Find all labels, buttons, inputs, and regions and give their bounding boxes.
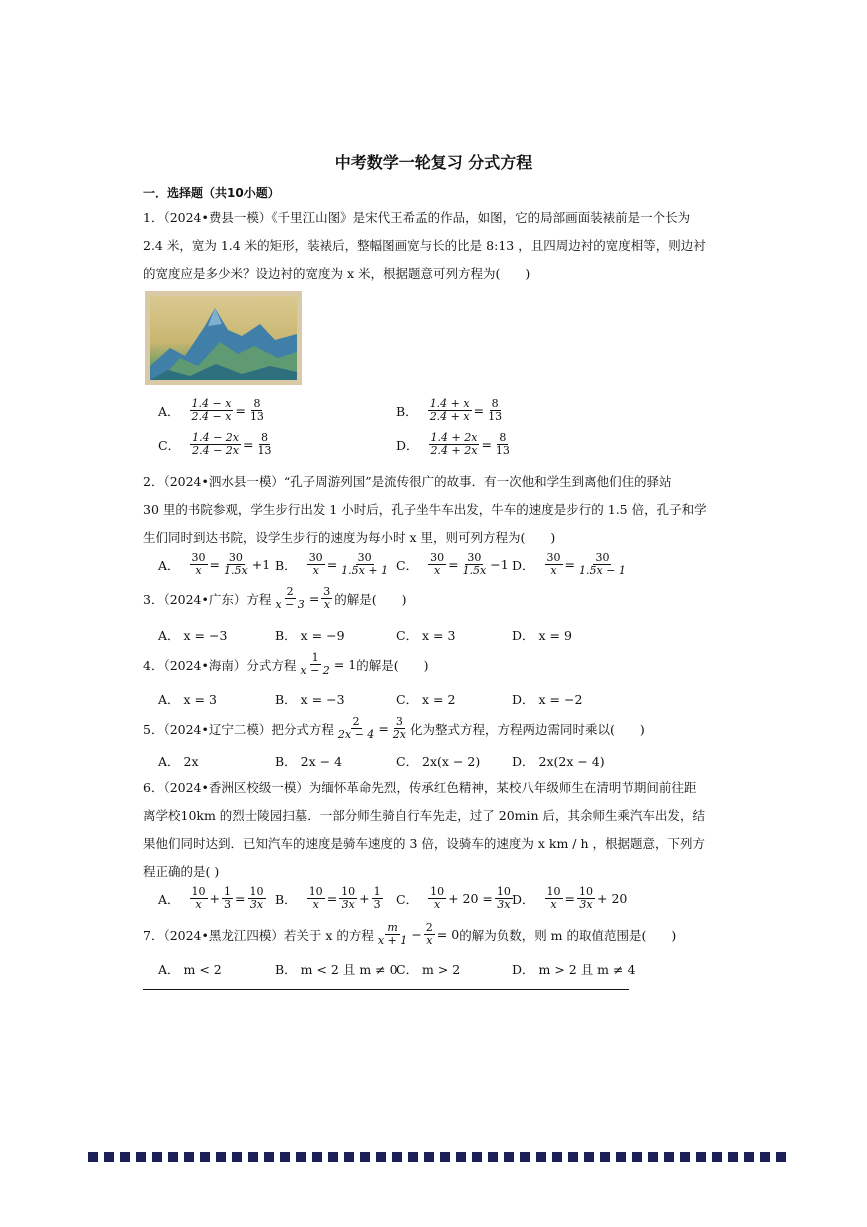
numerator: 8 <box>491 397 499 410</box>
denominator: x − 2 <box>300 664 330 677</box>
fraction: $\frac{10}{3x}$ <box>249 885 264 911</box>
denominator: 2.4 + 2x <box>430 444 478 457</box>
question-text-line: 果他们同时达到．已知汽车的速度是骑车速度的 3 倍，设骑车的速度为 x km / h ，根据题意，下列方 <box>143 836 706 851</box>
decorative-dot <box>168 1152 178 1162</box>
fraction: $\frac{10}{x}$ <box>308 885 323 911</box>
fraction <box>461 552 489 577</box>
decorative-dot <box>552 1152 562 1162</box>
fraction <box>336 716 376 741</box>
denominator: 1.5x − 1 <box>579 564 626 577</box>
denominator: 13 <box>495 444 510 457</box>
denominator: 1.5x <box>462 564 487 577</box>
q5-option-a[interactable]: A． 2x <box>158 754 199 769</box>
decorative-dot <box>616 1152 626 1162</box>
question-2-stem <box>143 468 743 552</box>
numerator: 8 <box>499 431 507 444</box>
operator: = <box>326 891 338 906</box>
decorative-dot <box>120 1152 130 1162</box>
decorative-dot <box>744 1152 754 1162</box>
question-text-line: 2.4 米，宽为 1.4 米的矩形，装裱后，整幅图画宽与长的比是 8:13 ，且四周边衬的宽度相等，则边衬 <box>143 238 706 253</box>
q2-option-c[interactable] <box>396 552 509 577</box>
q6-option-c[interactable] <box>396 886 515 911</box>
decorative-dot <box>504 1152 514 1162</box>
numerator: 2 <box>286 585 294 598</box>
decorative-dot <box>296 1152 306 1162</box>
q7-option-d[interactable]: D． m > 2 且 m ≠ 4 <box>512 962 636 977</box>
question-text: 化为整式方程，方程两边需同时乘以( ) <box>410 721 645 737</box>
decorative-dot <box>760 1152 770 1162</box>
fraction <box>429 432 480 457</box>
decorative-dot <box>456 1152 466 1162</box>
numerator: 30 <box>467 551 482 564</box>
equals-sign: = <box>209 557 221 572</box>
fraction <box>494 432 512 457</box>
question-text-line: 30 里的书院参观，学生步行出发 1 小时后，孔子坐牛车出发，牛车的速度是步行的 1.5 倍，孔子和学 <box>143 502 707 517</box>
q2-option-d[interactable] <box>512 552 630 577</box>
fraction <box>376 922 409 947</box>
option-label: B． <box>275 891 297 907</box>
question-text: 的解是( ) <box>334 591 407 607</box>
equals-sign: = <box>308 591 320 606</box>
tail-term: + 20 <box>597 891 628 906</box>
decorative-dot <box>424 1152 434 1162</box>
q6-option-d[interactable] <box>512 886 627 911</box>
question-text: 3．（2024•广东）方程 <box>143 591 272 607</box>
option-label: A． <box>158 403 180 419</box>
decorative-dot <box>408 1152 418 1162</box>
option-label: A． <box>158 891 180 907</box>
q1-option-b[interactable] <box>396 398 506 423</box>
decorative-dot <box>312 1152 322 1162</box>
fraction <box>307 552 325 577</box>
decorative-dot <box>776 1152 786 1162</box>
fraction <box>273 586 306 611</box>
numerator: 3 <box>395 715 403 728</box>
equals-sign: = <box>326 557 338 572</box>
equals-sign: = <box>448 557 459 572</box>
denominator: 2x − 4 <box>337 728 375 741</box>
numerator: 30 <box>357 551 372 564</box>
question-7-stem <box>143 922 676 947</box>
fraction: $\frac{10}{x}$ <box>430 885 445 911</box>
q1-option-a[interactable] <box>158 398 268 423</box>
decorative-dot <box>648 1152 658 1162</box>
operator: − <box>411 927 422 942</box>
q4-option-c[interactable]: C． x = 2 <box>396 692 456 707</box>
numerator: 1.4 + x <box>429 397 470 410</box>
decorative-dot <box>440 1152 450 1162</box>
tail-term: −1 <box>490 557 509 572</box>
numerator: 2 <box>352 715 360 728</box>
numerator: 30 <box>430 551 445 564</box>
equals-sign: = <box>481 437 492 452</box>
decorative-dot <box>344 1152 354 1162</box>
q5-option-b[interactable]: B． 2x − 4 <box>275 754 343 769</box>
decorative-dot <box>600 1152 610 1162</box>
decorative-dot <box>584 1152 594 1162</box>
denominator: 13 <box>488 410 503 423</box>
question-text-line: 6．（2024•香洲区校级一模）为缅怀革命先烈，传承红色精神，某校八年级师生在清明节期间前往距 <box>143 780 697 795</box>
q4-option-a[interactable]: A． x = 3 <box>158 692 217 707</box>
decorative-dot <box>328 1152 338 1162</box>
decorative-dot <box>536 1152 546 1162</box>
fraction <box>545 552 563 577</box>
decorative-dot <box>568 1152 578 1162</box>
operator: = <box>564 891 576 906</box>
denominator: 13 <box>249 410 264 423</box>
numerator: 8 <box>253 397 261 410</box>
question-text: 4．（2024•海南）分式方程 <box>143 657 297 673</box>
question-5-stem <box>143 716 645 741</box>
q3-option-c[interactable]: C． x = 3 <box>396 628 456 643</box>
mountain-illustration <box>150 296 297 380</box>
decorative-dot <box>216 1152 226 1162</box>
option-label: A． <box>158 557 180 573</box>
question-text-line: 程正确的是( ) <box>143 864 220 879</box>
decorative-dot <box>88 1152 98 1162</box>
fraction <box>298 652 331 677</box>
decorative-dot <box>136 1152 146 1162</box>
denominator: x <box>550 564 557 577</box>
equals-sign: = 0 <box>436 927 460 942</box>
option-label: D． <box>512 891 535 907</box>
operator: = <box>235 891 246 906</box>
numerator: 30 <box>308 551 323 564</box>
operator: + <box>209 891 221 906</box>
q1-option-d[interactable] <box>396 432 514 457</box>
denominator: 2.4 + x <box>429 410 470 423</box>
section-heading: 一．选择题（共10小题） <box>143 186 280 200</box>
denominator: 2.4 − x <box>191 410 232 423</box>
q5-option-d[interactable]: D． 2x(2x − 4) <box>512 754 605 769</box>
q7-option-a[interactable]: A． m < 2 <box>158 962 222 977</box>
decorative-dot <box>264 1152 274 1162</box>
question-6-stem <box>143 774 743 886</box>
numerator: m <box>387 921 398 934</box>
equals-sign: = <box>564 557 576 572</box>
numerator: 1 <box>311 651 319 664</box>
equals-sign: = <box>242 437 254 452</box>
option-label: C． <box>396 891 419 907</box>
q6-option-b[interactable] <box>275 886 385 911</box>
question-text-line: 生们同时到达书院，设学生步行的速度为每小时 x 里，则可列方程为( ) <box>143 530 556 545</box>
decorative-dot <box>712 1152 722 1162</box>
question-text-line: 1．（2024•费县一模）《千里江山图》是宋代王希孟的作品，如图，它的局部画面装裱前是一个长为 <box>143 210 691 225</box>
denominator: 13 <box>257 444 272 457</box>
denominator: x + 1 <box>377 934 408 947</box>
fraction <box>391 716 408 741</box>
page-divider <box>143 989 629 990</box>
numerator: 2 <box>425 921 433 934</box>
numerator: 30 <box>546 551 561 564</box>
fraction <box>190 552 208 577</box>
option-label: C． <box>158 437 181 453</box>
option-label: B． <box>396 403 418 419</box>
decorative-dot <box>392 1152 402 1162</box>
decorative-dot <box>632 1152 642 1162</box>
decorative-dot-border <box>88 1152 786 1162</box>
fraction: $\frac{10}{3x}$ <box>579 885 594 911</box>
decorative-dot <box>680 1152 690 1162</box>
fraction <box>321 586 332 611</box>
denominator: x <box>426 934 433 947</box>
fraction: $\frac{1}{3}$ <box>224 885 232 911</box>
equals-sign: = 1 <box>333 657 357 672</box>
denominator: x <box>323 598 330 611</box>
q1-option-c[interactable] <box>158 432 275 457</box>
q5-option-c[interactable]: C． 2x(x − 2) <box>396 754 481 769</box>
denominator: x − 3 <box>275 598 305 611</box>
denominator: x <box>433 564 441 577</box>
fraction <box>248 398 266 423</box>
decorative-dot <box>728 1152 738 1162</box>
option-label: B． <box>275 557 297 573</box>
fraction <box>222 552 250 577</box>
question-text-line: 2．（2024•泗水县一模）“孔子周游列国”是流传很广的故事．有一次他和学生到离他们住的驿站 <box>143 474 672 489</box>
denominator: x <box>312 564 319 577</box>
q7-option-c[interactable]: C． m > 2 <box>396 962 461 977</box>
numerator: 30 <box>191 551 206 564</box>
decorative-dot <box>696 1152 706 1162</box>
denominator: 1.5x <box>224 564 248 577</box>
numerator: 30 <box>595 551 610 564</box>
question-text: 5．（2024•辽宁二模）把分式方程 <box>143 721 334 737</box>
decorative-dot <box>104 1152 114 1162</box>
numerator: 3 <box>323 585 331 598</box>
fraction <box>428 398 472 423</box>
numerator: 1.4 − 2x <box>192 431 239 444</box>
decorative-dot <box>488 1152 498 1162</box>
numerator: 8 <box>260 431 268 444</box>
operator: + <box>359 891 370 906</box>
q3-option-b[interactable]: B． x = −9 <box>275 628 345 643</box>
tail-term: +1 <box>251 557 271 572</box>
fraction <box>255 432 273 457</box>
question-4-stem <box>143 652 428 677</box>
fraction <box>486 398 504 423</box>
question-text: 的解为负数，则 m 的取值范围是( ) <box>459 927 677 943</box>
question-3-stem <box>143 586 407 611</box>
q4-option-d[interactable]: D． x = −2 <box>512 692 583 707</box>
decorative-dot <box>200 1152 210 1162</box>
fraction: $\frac{10}{x}$ <box>191 885 206 911</box>
q2-option-a[interactable] <box>158 552 270 577</box>
denominator: 2.4 − 2x <box>192 444 239 457</box>
decorative-dot <box>472 1152 482 1162</box>
question-text-line: 离学校10km 的烈士陵园扫墓．一部分师生骑自行车先走，过了 20min 后，其余师生乘汽车出发，结 <box>143 808 706 823</box>
q3-option-d[interactable]: D． x = 9 <box>512 628 572 643</box>
equals-sign: = <box>235 403 246 418</box>
operator: + 20 = <box>448 891 493 906</box>
option-label: D． <box>512 557 535 573</box>
denominator: x <box>195 564 202 577</box>
numerator: 1.4 − x <box>191 397 232 410</box>
fraction: $\frac{1}{3}$ <box>373 885 381 911</box>
equals-sign: = <box>473 403 485 418</box>
fraction: $\frac{10}{3x}$ <box>341 885 356 911</box>
denominator: 2x <box>392 728 406 741</box>
question-1-stem <box>143 204 743 288</box>
numerator: 1.4 + 2x <box>430 431 478 444</box>
landscape-painting-image <box>145 291 302 385</box>
q4-option-b[interactable]: B． x = −3 <box>275 692 345 707</box>
question-text: 7．（2024•黑龙江四模）若关于 x 的方程 <box>143 927 374 943</box>
decorative-dot <box>360 1152 370 1162</box>
fraction <box>190 398 234 423</box>
option-label: D． <box>396 437 419 453</box>
q6-option-a[interactable] <box>158 886 268 911</box>
denominator: 1.5x + 1 <box>341 564 389 577</box>
decorative-dot <box>232 1152 242 1162</box>
decorative-dot <box>152 1152 162 1162</box>
fraction <box>577 552 628 577</box>
fraction <box>190 432 241 457</box>
fraction <box>424 922 435 947</box>
decorative-dot <box>520 1152 530 1162</box>
q2-option-b[interactable] <box>275 552 392 577</box>
fraction: $\frac{10}{3x}$ <box>496 885 511 911</box>
q3-option-a[interactable]: A． x = −3 <box>158 628 228 643</box>
question-text-line: 的宽度应是多少米？设边衬的宽度为 x 米，根据题意可列方程为( ) <box>143 266 531 281</box>
option-label: C． <box>396 557 419 573</box>
fraction <box>428 552 446 577</box>
numerator: 30 <box>228 551 243 564</box>
fraction <box>339 552 390 577</box>
page-title: 中考数学一轮复习 分式方程 <box>334 153 533 172</box>
decorative-dot <box>280 1152 290 1162</box>
fraction: $\frac{10}{x}$ <box>546 885 561 911</box>
decorative-dot <box>248 1152 258 1162</box>
decorative-dot <box>664 1152 674 1162</box>
question-text: 的解是( ) <box>356 657 429 673</box>
decorative-dot <box>376 1152 386 1162</box>
q7-option-b[interactable]: B． m < 2 且 m ≠ 0 <box>275 962 398 977</box>
decorative-dot <box>184 1152 194 1162</box>
equals-sign: = <box>378 721 389 736</box>
